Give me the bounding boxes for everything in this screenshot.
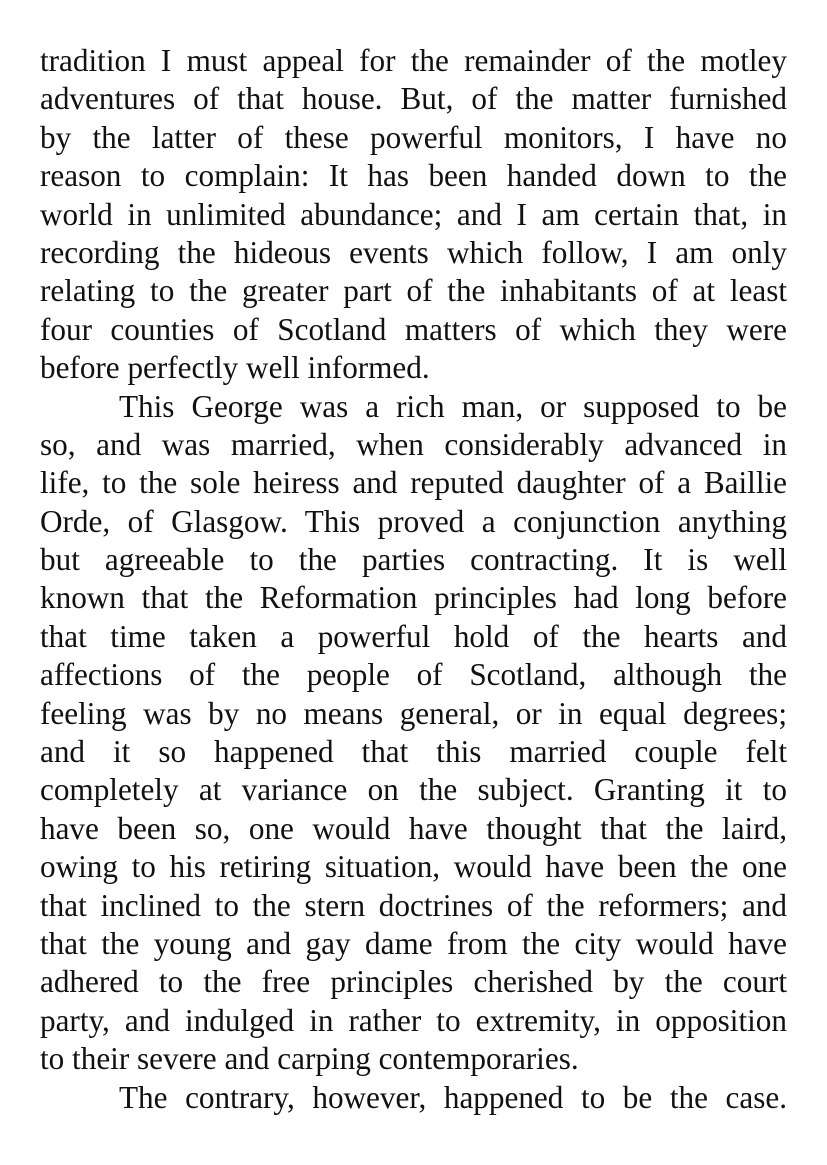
text-line: owing to his retiring situation, would have been the one	[40, 849, 787, 885]
paragraph-3	[40, 1079, 787, 1117]
text-line: that the young and gay dame from the city would have	[40, 925, 787, 961]
text-line: four counties of Scotland matters of which they were	[40, 311, 787, 347]
text-line: by the latter of these powerful monitors, I have no	[40, 119, 787, 155]
text-line: Orde, of Glasgow. This proved a conjunction anything	[40, 503, 787, 539]
text-line: relating to the greater part of the inhabitants of at least	[40, 273, 787, 309]
text-line: reason to complain: It has been handed down to the	[40, 158, 787, 194]
text-line: The contrary, however, happened to be the case.	[119, 1079, 787, 1115]
text-line: to their severe and carping contemporaries.	[40, 1041, 579, 1077]
paragraph-1	[40, 42, 787, 388]
text-line: This George was a rich man, or supposed to be	[119, 388, 787, 424]
text-line: have been so, one would have thought that the laird,	[40, 810, 787, 846]
text-line: life, to the sole heiress and reputed daughter of a Baillie	[40, 465, 787, 501]
text-line: before perfectly well informed.	[40, 350, 430, 386]
text-line: tradition I must appeal for the remainder of the motley	[40, 43, 787, 78]
text-line: that inclined to the stern doctrines of the reformers; and	[40, 887, 787, 923]
text-line: but agreeable to the parties contracting. It is well	[40, 542, 787, 578]
text-line: world in unlimited abundance; and I am certain that, in	[40, 196, 787, 232]
paragraph-2	[40, 388, 787, 1079]
text-line: adhered to the free principles cherished by the court	[40, 964, 787, 1000]
text-line: affections of the people of Scotland, although the	[40, 657, 787, 693]
text-line: feeling was by no means general, or in equal degrees;	[40, 695, 787, 731]
text-line: and it so happened that this married couple felt	[40, 734, 787, 770]
text-line: party, and indulged in rather to extremity, in opposition	[40, 1002, 787, 1038]
text-line: adventures of that house. But, of the matter furnished	[40, 81, 787, 117]
text-line: that time taken a powerful hold of the hearts and	[40, 618, 787, 654]
text-line: known that the Reformation principles had long before	[40, 580, 787, 616]
text-line: recording the hideous events which follow, I am only	[40, 234, 787, 270]
text-line: so, and was married, when considerably advanced in	[40, 426, 787, 462]
text-line: completely at variance on the subject. Granting it to	[40, 772, 787, 808]
